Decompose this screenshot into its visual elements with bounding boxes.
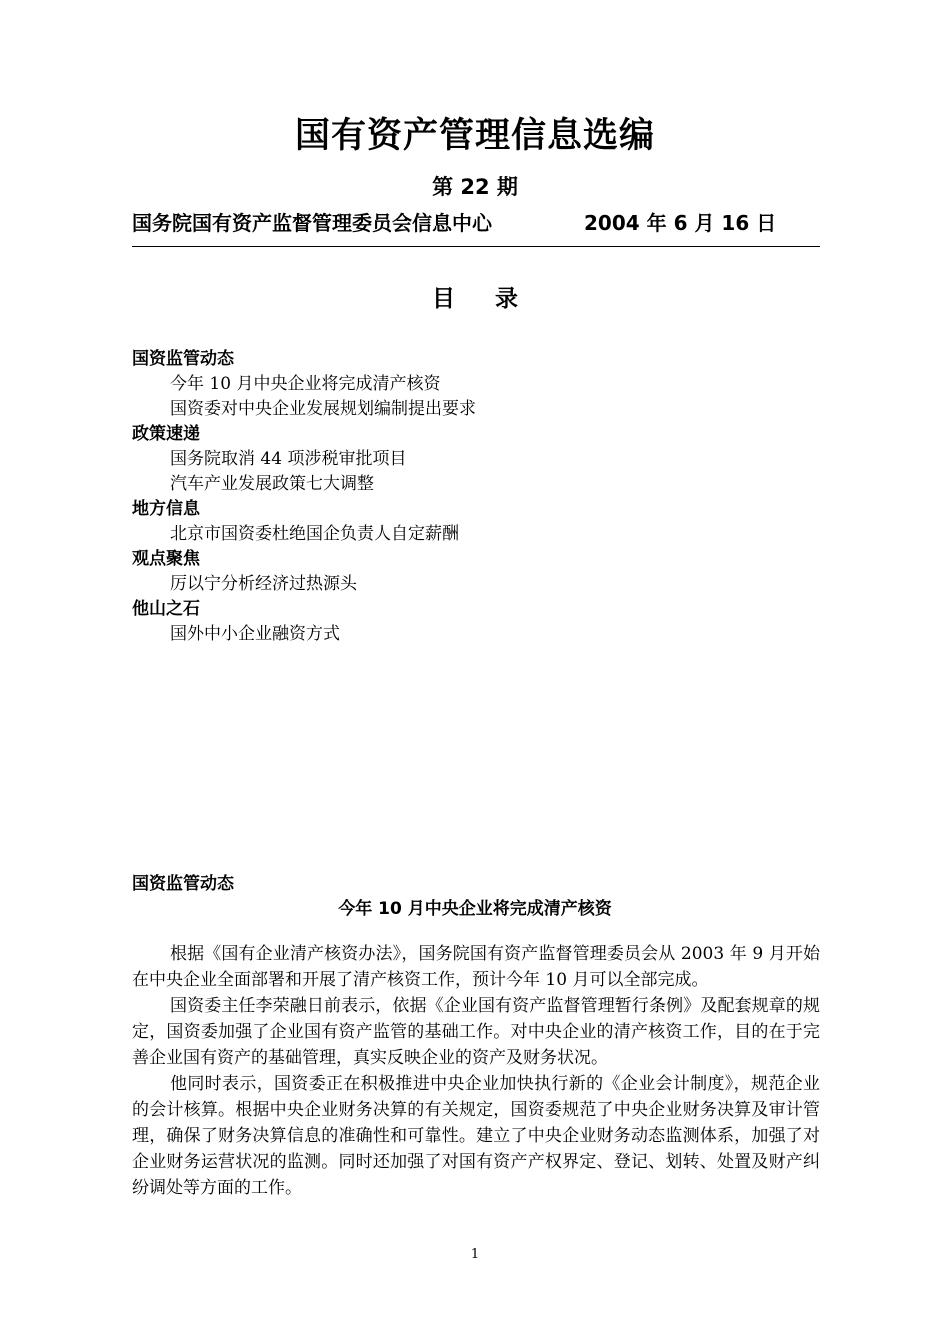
publish-date: 2004 年 6 月 16 日	[584, 211, 777, 235]
toc-section-heading[interactable]: 地方信息	[132, 499, 200, 519]
toc-entry[interactable]: 厉以宁分析经济过热源头	[170, 574, 357, 594]
issue-number: 第 22 期	[432, 175, 518, 199]
article-paragraph: 根据《国有企业清产核资办法》，国务院国有资产监督管理委员会从 2003 年 9 月开始在中央企业全面部署和开展了清产核资工作，预计今年 10 月可以全部完成。	[132, 944, 820, 990]
toc-entry[interactable]: 北京市国资委杜绝国企负责人自定薪酬	[170, 524, 459, 544]
publication-title: 国有资产管理信息选编	[294, 116, 655, 156]
toc-section-heading[interactable]: 观点聚焦	[132, 549, 200, 569]
toc-title	[0, 282, 950, 316]
article-section-label: 国资监管动态	[132, 874, 234, 894]
article-title: 今年 10 月中央企业将完成清产核资	[338, 899, 612, 919]
header-divider	[132, 246, 820, 247]
article-body	[132, 941, 820, 1201]
article-paragraph: 他同时表示，国资委正在积极推进中央企业加快执行新的《企业会计制度》，规范企业的会计核算。根据中央企业财务决算的有关规定，国资委规范了中央企业财务决算及审计管理，确保了财务决算信息的准确性和可靠性。建立了中央企业财务动态监测体系，加强了对企业财务运营状况的监测。同时还加强了对国有资产产权界定、登记、划转、处置及财产纠纷调处等方面的工作。	[132, 1074, 820, 1198]
toc-section-heading[interactable]: 政策速递	[132, 424, 200, 444]
publisher-name: 国务院国有资产监督管理委员会信息中心	[132, 211, 492, 235]
table-of-contents	[132, 347, 822, 647]
toc-section-heading[interactable]: 他山之石	[132, 599, 200, 619]
toc-entry[interactable]: 国资委对中央企业发展规划编制提出要求	[170, 399, 476, 419]
toc-entry[interactable]: 国外中小企业融资方式	[170, 624, 340, 644]
toc-entry[interactable]: 今年 10 月中央企业将完成清产核资	[170, 374, 441, 394]
article-paragraph: 国资委主任李荣融日前表示，依据《企业国有资产监督管理暂行条例》及配套规章的规定，国资委加强了企业国有资产监管的基础工作。对中央企业的清产核资工作，目的在于完善企业国有资产的基础管理，真实反映企业的资产及财务状况。	[132, 996, 820, 1068]
page-number: 1	[470, 1247, 480, 1262]
publisher-line	[132, 208, 822, 238]
toc-entry[interactable]: 汽车产业发展政策七大调整	[170, 474, 374, 494]
toc-entry[interactable]: 国务院取消 44 项涉税审批项目	[170, 449, 407, 469]
toc-title-char: 目	[432, 286, 455, 312]
toc-section-heading[interactable]: 国资监管动态	[132, 349, 234, 369]
toc-title-char: 录	[495, 286, 518, 312]
